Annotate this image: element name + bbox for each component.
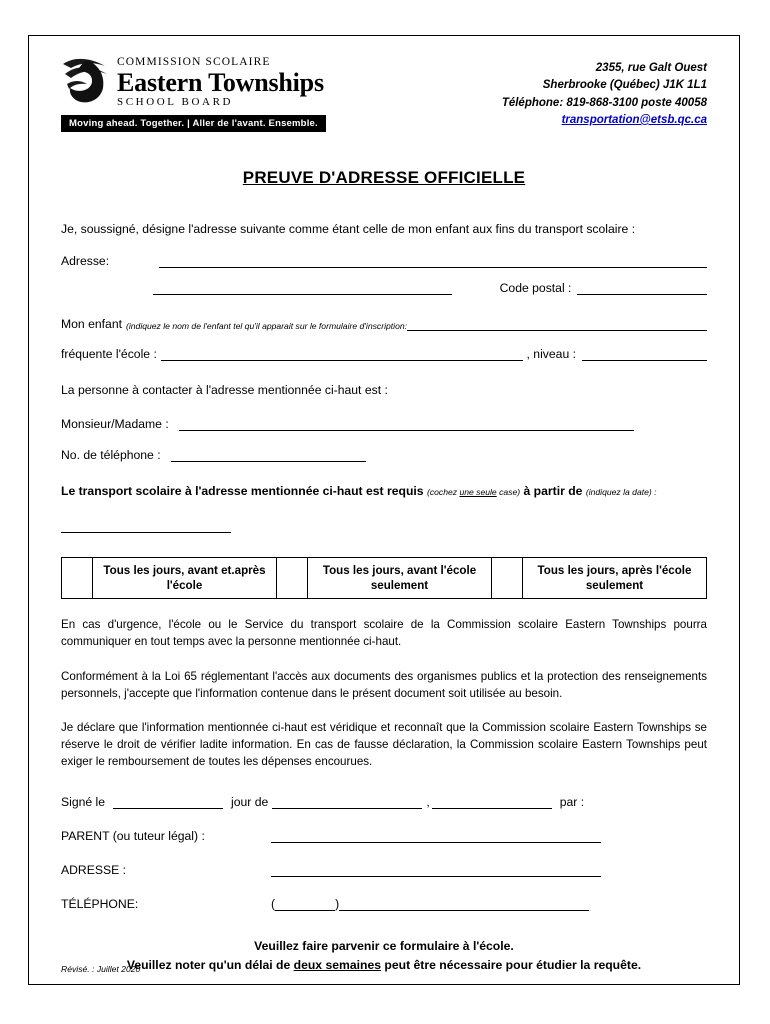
- transport-options-table: [61, 557, 707, 599]
- address-label: Adresse:: [61, 254, 110, 269]
- checkbox-option-3[interactable]: [492, 558, 523, 599]
- logo-line-schoolboard: SCHOOL BOARD: [117, 95, 234, 108]
- signature-phone-input-line[interactable]: [339, 898, 589, 911]
- school-row: [61, 347, 707, 361]
- contact-phone-row: [61, 448, 707, 462]
- logo-line-name: Eastern Townships: [117, 67, 324, 97]
- footer-instructions: [61, 937, 707, 976]
- transport-bold-text: Le transport scolaire à l'adresse mentionnée ci-haut est requis: [61, 484, 424, 499]
- child-name-row: [61, 317, 707, 331]
- signature-date-row: [61, 795, 707, 809]
- paragraph-emergency: En cas d'urgence, l'école ou le Service du transport scolaire de la Commission scolaire Eastern Townships pourra communiquer en tout temps avec la personne mentionnée ci-haut.: [61, 618, 707, 649]
- logo-tagline: Moving ahead. Together. | Aller de l'avant. Ensemble.: [61, 115, 326, 132]
- document-header: [61, 54, 707, 132]
- form-page: [28, 35, 740, 985]
- grade-label: , niveau :: [526, 347, 576, 362]
- signature-address-label: ADRESSE :: [61, 862, 127, 877]
- etsb-logo-icon: [61, 54, 111, 106]
- transport-hint-post: case): [496, 487, 521, 498]
- address-email-link[interactable]: transportation@etsb.qc.ca: [561, 113, 707, 126]
- transport-start-date-input-line[interactable]: [61, 520, 231, 533]
- address-input-line-1[interactable]: [159, 255, 707, 268]
- signed-month-input-line[interactable]: [272, 796, 422, 809]
- child-hint: (indiquez le nom de l'enfant tel qu'il apparait sur le formulaire d'inscription:: [125, 321, 408, 332]
- logo-line-commission: COMMISSION SCOLAIRE: [117, 56, 271, 68]
- address-phone: Téléphone: 819-868-3100 poste 40058: [501, 96, 707, 109]
- paragraph-law65: Conformément à la Loi 65 réglementant l'accès aux documents des organismes publics et la protection des renseignements personnels, j'accepte que l'information contenue dans le présent document soit utilisée au besoin.: [61, 669, 707, 700]
- contact-address-block: [502, 54, 707, 129]
- parent-label: PARENT (ou tuteur légal) :: [61, 828, 205, 843]
- grade-input-line[interactable]: [582, 348, 707, 361]
- area-code-input-line[interactable]: [275, 898, 335, 911]
- table-row: [62, 558, 707, 599]
- footer-line-2: [61, 956, 707, 976]
- revision-note: Révisé. : Juillet 2020: [61, 964, 141, 974]
- address-city: Sherbrooke (Québec) J1K 1L1: [542, 79, 707, 92]
- option-label-2: Tous les jours, avant l'école seulement: [308, 558, 492, 599]
- page-title: PREUVE D'ADRESSE OFFICIELLE: [242, 168, 526, 188]
- signature-phone-label: TÉLÉPHONE:: [61, 896, 139, 911]
- signed-year-input-line[interactable]: [432, 796, 552, 809]
- school-input-line[interactable]: [161, 348, 523, 361]
- address-signature-row: [61, 863, 707, 877]
- school-label: fréquente l'école :: [61, 347, 157, 362]
- checkbox-option-2[interactable]: [277, 558, 308, 599]
- transport-hint-date: (indiquez la date) :: [585, 487, 657, 498]
- contact-name-row: [61, 417, 707, 431]
- signed-day-input-line[interactable]: [113, 796, 223, 809]
- address-field-row-2: [61, 281, 707, 295]
- contact-name-label: Monsieur/Madame :: [61, 417, 169, 432]
- day-of-label: jour de: [231, 794, 269, 809]
- phone-signature-row: [61, 897, 707, 911]
- transport-hint-pre: (cochez: [426, 487, 460, 498]
- by-label: par :: [559, 794, 585, 809]
- contact-instruction: La personne à contacter à l'adresse mentionnée ci-haut est :: [61, 383, 388, 398]
- logo-block: [61, 54, 361, 132]
- paren-close: ): [335, 896, 340, 911]
- transport-hint-underline: une seule: [459, 487, 497, 498]
- contact-phone-label: No. de téléphone :: [61, 448, 161, 463]
- comma-separator: ,: [426, 794, 430, 809]
- paren-open: (: [271, 896, 276, 911]
- address-field-row-1: [61, 254, 707, 268]
- signed-on-label: Signé le: [61, 794, 106, 809]
- contact-name-input-line[interactable]: [179, 418, 634, 431]
- paragraph-declaration: Je déclare que l'information mentionnée ci-haut est véridique et reconnaît que la Commission scolaire Eastern Townships se réserve le droit de vérifier ladite information. En cas de fausse déclaration, la Commission scolaire Eastern Townships peut exiger le remboursement de toutes les dépenses encourues.: [61, 721, 707, 769]
- footer-line-1: Veuillez faire parvenir ce formulaire à l'école.: [254, 938, 514, 953]
- option-label-3: Tous les jours, après l'école seulement: [523, 558, 707, 599]
- transport-bold-text-2: à partir de: [523, 484, 583, 499]
- postal-code-label: Code postal :: [499, 281, 572, 296]
- footer-line-2-post: peut être nécessaire pour étudier la requête.: [381, 958, 642, 973]
- option-label-1: Tous les jours, avant et.après l'école: [93, 558, 277, 599]
- parent-row: [61, 829, 707, 843]
- address-street: 2355, rue Galt Ouest: [595, 62, 707, 74]
- transport-requirement-row: [61, 484, 707, 498]
- contact-phone-input-line[interactable]: [171, 449, 366, 462]
- footer-line-2-underline: deux semaines: [293, 958, 382, 973]
- child-name-input-line[interactable]: [407, 318, 707, 331]
- address-input-line-2[interactable]: [153, 282, 452, 295]
- intro-paragraph: Je, soussigné, désigne l'adresse suivante comme étant celle de mon enfant aux fins du transport scolaire :: [61, 222, 636, 237]
- checkbox-option-1[interactable]: [62, 558, 93, 599]
- postal-code-input-line[interactable]: [577, 282, 707, 295]
- child-label: Mon enfant: [61, 317, 122, 332]
- signature-address-input-line[interactable]: [271, 864, 601, 877]
- footer-line-2-pre: Veuillez noter qu'un délai de: [126, 958, 294, 973]
- parent-input-line[interactable]: [271, 830, 601, 843]
